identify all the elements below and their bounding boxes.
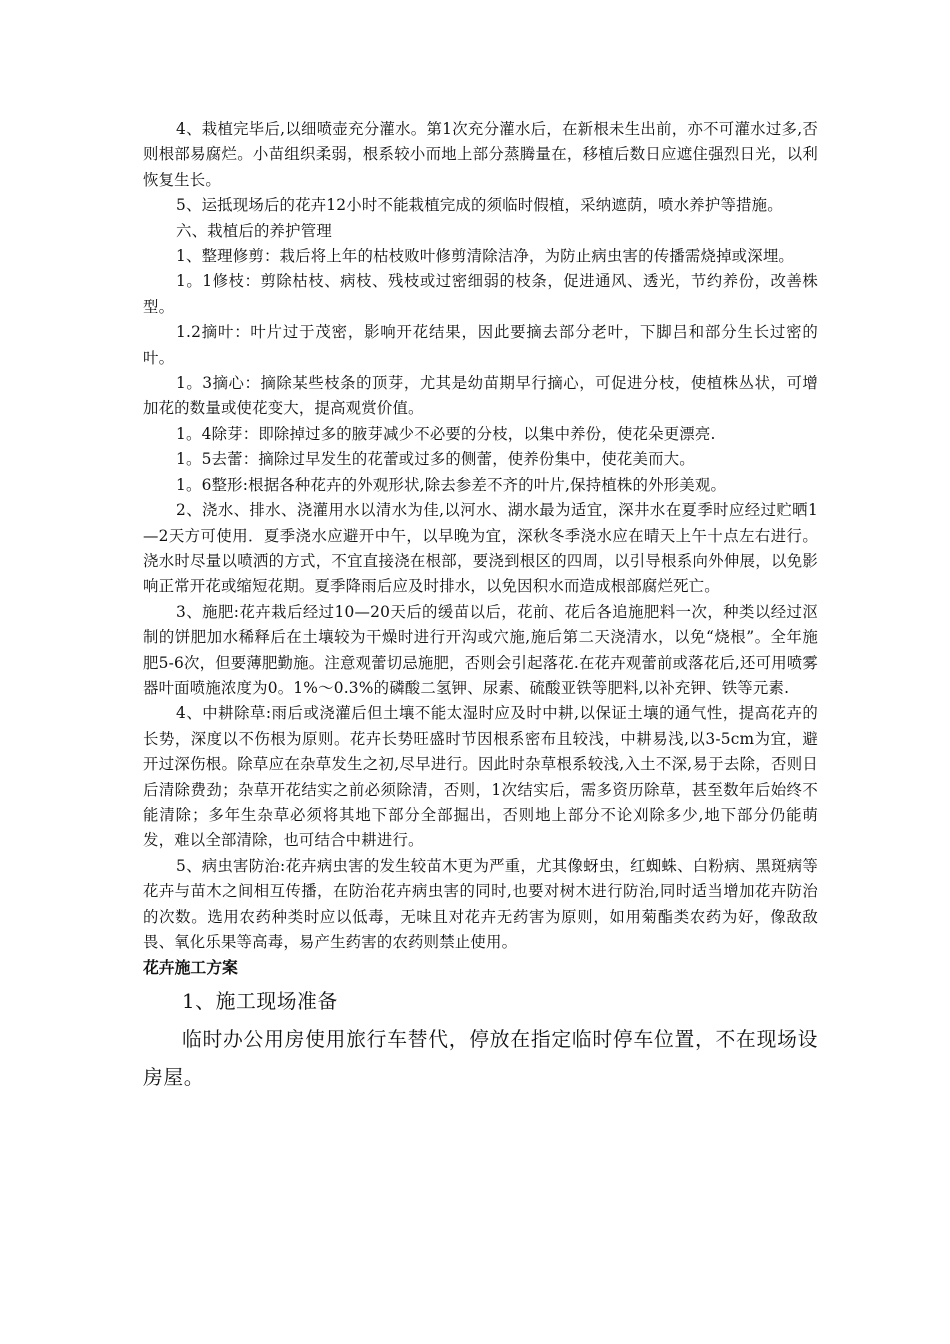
paragraph-temporary-planting: 5、运抵现场后的花卉12小时不能栽植完成的须临时假植，采纳遮荫，喷水养护等措施。 xyxy=(176,196,783,215)
paragraph-branch-trimming: 1。1修枝：剪除枯枝、病枝、残枝或过密细弱的枝条，促进通风、透光，节约养份，改善株型。 xyxy=(143,272,818,316)
paragraph-pruning: 1、整理修剪：栽后将上年的枯枝败叶修剪清除洁净，为防止病虫害的传播需烧掉或深埋。 xyxy=(176,247,795,266)
paragraph-site-preparation: 1、施工现场准备 xyxy=(182,990,338,1014)
paragraph-leaf-removal: 1.2摘叶：叶片过于茂密，影响开花结果，因此要摘去部分老叶，下脚吕和部分生长过密的叶。 xyxy=(143,323,818,367)
paragraph-watering-drainage: 2、浇水、排水、浇灌用水以清水为佳,以河水、湖水最为适宜，深井水在夏季时应经过贮晒1—2天方可使用．夏季浇水应避开中午，以早晚为宜，深秋冬季浇水应在晴天上午十点左右进行。浇水时尽量以喷洒的方式，不宜直接浇在根部，要浇到根区的四周，以引导根系向外伸展，以免影响正常开花或缩短花期。夏季降雨后应及时排水，以免因积水而造成根部腐烂死亡。 xyxy=(143,501,818,596)
paragraph-maintenance-heading: 六、栽植后的养护管理 xyxy=(176,221,332,240)
paragraph-temporary-office: 临时办公用房使用旅行车替代，停放在指定临时停车位置，不在现场设房屋。 xyxy=(143,1028,818,1090)
paragraph-flower-bud-removal: 1。5去蕾：摘除过早发生的花蕾或过多的侧蕾，使养份集中，使花美而大。 xyxy=(176,450,695,469)
paragraph-fertilizing: 3、施肥:花卉栽后经过10—20天后的缓苗以后，花前、花后各追施肥料一次，种类以经过沤制的饼肥加水稀释后在土壤较为干燥时进行开沟或穴施,施后第二天浇清水，以免“烧根”。全年施肥5-6次，但要薄肥勤施。注意观蕾切忌施肥，否则会引起落花.在花卉观蕾前或落花后,还可用喷雾器叶面喷施浓度为0。1%～0.3%的磷酸二氢钾、尿素、硫酸亚铁等肥料,以补充钾、铁等元素. xyxy=(143,602,818,697)
document-body xyxy=(143,117,818,1097)
paragraph-planting-watering: 4、栽植完毕后,以细喷壶充分灌水。第1次充分灌水后，在新根未生出前，亦不可灌水过多,否则根部易腐烂。小苗组织柔弱，根系较小而地上部分蒸腾量在，移植后数日应遮住强烈日光，以利恢复生长。 xyxy=(143,120,818,189)
paragraph-pest-control: 5、病虫害防治:花卉病虫害的发生较苗木更为严重，尤其像蚜虫，红蜘蛛、白粉病、黑斑病等花卉与苗木之间相互传播，在防治花卉病虫害的同时,也要对树木进行防治,同时适当增加花卉防治的次数。选用农药种类时应以低毒，无味且对花卉无药害为原则，如用菊酯类农药为好，像敌敌畏、氧化乐果等高毒，易产生药害的农药则禁止使用。 xyxy=(143,856,818,951)
paragraph-topping: 1。3摘心：摘除某些枝条的顶芽，尤其是幼苗期早行摘心，可促进分枝，使植株丛状，可增加花的数量或使花变大，提高观赏价值。 xyxy=(143,374,818,418)
paragraph-bud-removal: 1。4除芽：即除掉过多的腋芽减少不必要的分枝，以集中养份，使花朵更漂亮. xyxy=(176,424,716,443)
paragraph-shaping: 1。6整形:根据各种花卉的外观形状,除去参差不齐的叶片,保持植株的外形美观。 xyxy=(176,475,727,494)
paragraph-weeding: 4、中耕除草:雨后或浇灌后但土壤不能太湿时应及时中耕,以保证土壤的通气性，提高花卉的长势，深度以不伤根为原则。花卉长势旺盛时节因根系密布且较浅，中耕易浅,以3-5cm为宜，避开过深伤根。除草应在杂草发生之初,尽早进行。因此时杂草根系较浅,入土不深,易于去除，否则日后清除费劲；杂草开花结实之前必须除清，否则，1次结实后，需多资历除草，甚至数年后始终不能清除；多年生杂草必须将其地下部分全部掘出，否则地上部分不论刈除多少,地下部分仍能萌发，难以全部清除，也可结合中耕进行。 xyxy=(143,704,818,850)
section-title: 花卉施工方案 xyxy=(143,958,238,978)
